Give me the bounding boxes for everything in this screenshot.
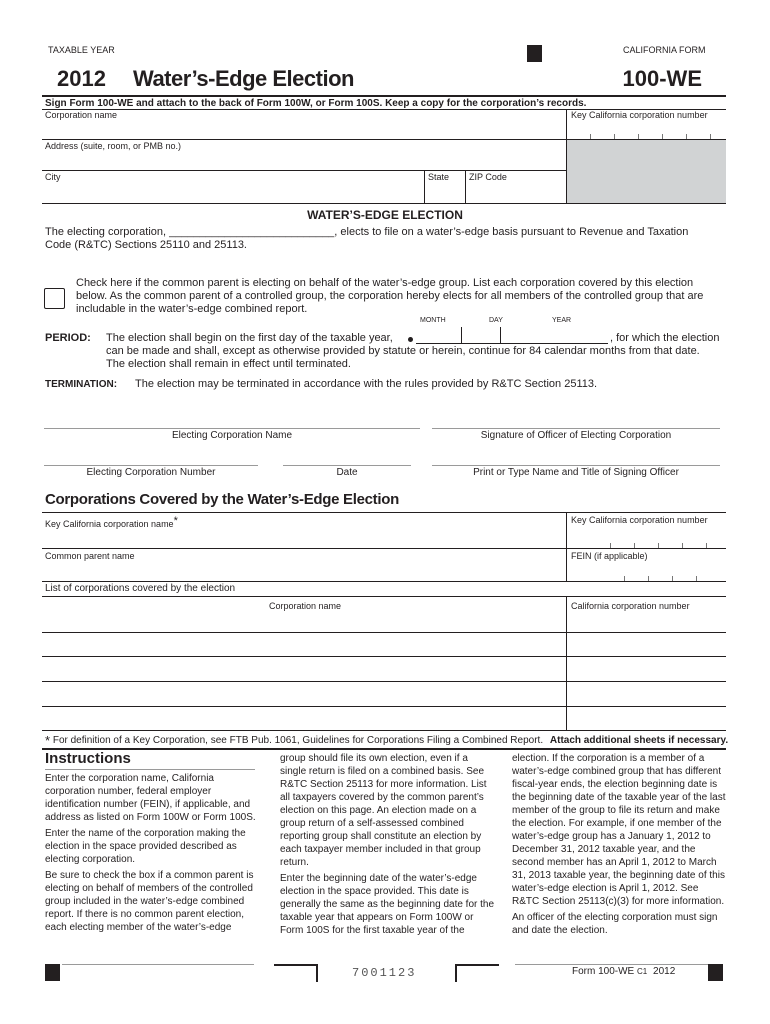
key-corp-number-field[interactable] [571, 122, 723, 136]
common-parent-field[interactable] [45, 563, 563, 579]
registration-mark [527, 45, 542, 62]
corp-name-column: Corporation name [268, 601, 342, 611]
officer-signature-label: Signature of Officer of Electing Corporation [480, 430, 672, 441]
footer-mark-left [45, 964, 60, 981]
electing-corp-number-field[interactable] [44, 449, 258, 464]
barcode-number: 7001123 [352, 966, 417, 980]
instructions-column-1: Enter the corporation name, California corporation number, federal employer identification number (FEIN), if applicable, and address as listed on Form 100W or Form 100S. Enter the name of the corporation making the election in the space provided described as electing corporation. Be sure to check the box if a common parent is electing on behalf of members of the controlled group included in the water’s-edge combined report. If there is no common parent election, each electing member of the water’s-edge [45, 773, 256, 933]
date-field[interactable] [283, 449, 411, 464]
form-number: 100-WE [622, 66, 702, 91]
covered-corp-row-1[interactable] [45, 613, 563, 631]
election-heading: WATER’S-EDGE ELECTION [307, 208, 463, 222]
key-corp-number-field-2[interactable] [571, 528, 723, 544]
attach-instruction: Sign Form 100-WE and attach to the back of Form 100W, or Form 100S. Keep a copy for the corporation’s records. [45, 98, 587, 109]
period-line1: The election shall begin on the first day of the taxable year, [106, 332, 393, 344]
instructions-heading: Instructions [45, 750, 131, 767]
fein-field[interactable] [571, 563, 723, 579]
shaded-area [567, 140, 726, 203]
check-text-line2: below. As the common parent of a controlled group, the corporation hereby elects for all members of the controlled group that are [76, 290, 704, 302]
ca-corp-number-column: California corporation number [571, 601, 690, 611]
instructions-column-3: election. If the corporation is a member of a water’s-edge combined group that has different fiscal-year ends, the election beginning date is the beginning date of the taxable year of the last member of the group to file its return and make the election. For example, if one member of the water’s-edge group has a January 1, 2012 to December 31, 2012 taxable year, and the second member has an April 1, 2012 to March 31, 2013 taxable year, the beginning date of this water’s-edge election is April 1, 2012. See R&TC Section 25113(c)(3) for more information. An officer of the electing corporation must sign and date the election. [512, 753, 726, 936]
covered-corp-row-4[interactable] [45, 687, 563, 705]
covered-corp-row-3[interactable] [45, 662, 563, 680]
electing-corp-number-label: Electing Corporation Number [86, 467, 216, 478]
covered-heading: Corporations Covered by the Water’s-Edge Election [45, 491, 399, 508]
termination-label: TERMINATION: [45, 379, 118, 390]
corporation-name-field[interactable] [45, 122, 563, 136]
key-corp-number-label: Key California corporation number [571, 110, 708, 120]
fein-label: FEIN (if applicable) [571, 551, 648, 561]
footer-form-label: Form 100-WE C1 2012 [572, 966, 676, 977]
termination-text: The election may be terminated in accordance with the rules provided by R&TC Section 25113. [135, 378, 598, 390]
city-label: City [45, 172, 61, 182]
zip-field[interactable] [468, 184, 564, 200]
electing-corp-name-field[interactable] [44, 412, 420, 428]
form-year: 2012 [57, 66, 106, 91]
day-label: DAY [489, 317, 503, 324]
address-label: Address (suite, room, or PMB no.) [45, 141, 182, 151]
begin-month-field[interactable] [416, 329, 460, 342]
election-text-line2: Code (R&TC) Sections 25110 and 25113. [45, 239, 247, 251]
print-name-field[interactable] [432, 449, 720, 464]
covered-corp-row-5[interactable] [45, 711, 563, 729]
california-form-label: CALIFORNIA FORM [623, 45, 706, 55]
key-corp-number-label-2: Key California corporation number [571, 515, 708, 525]
list-label: List of corporations covered by the election [45, 583, 236, 594]
print-name-label: Print or Type Name and Title of Signing Officer [473, 467, 679, 478]
common-parent-checkbox[interactable] [44, 288, 65, 309]
key-corp-name-field[interactable] [45, 528, 563, 544]
period-line1-end: , for which the election [610, 332, 720, 344]
date-label: Date [336, 467, 358, 478]
election-text-line1: The electing corporation, ___________________________, elects to file on a water’s-edge basis pursuant to Revenue and Taxation [45, 226, 689, 238]
header-rule [42, 95, 726, 97]
check-text-line1: Check here if the common parent is electing on behalf of the water’s-edge group. List each corporation covered by this election [76, 277, 694, 289]
covered-corp-row-2[interactable] [45, 637, 563, 655]
footer-bracket-right [455, 964, 499, 982]
address-field[interactable] [45, 153, 563, 167]
common-parent-label: Common parent name [45, 551, 135, 561]
begin-day-field[interactable] [462, 329, 499, 342]
period-label: PERIOD: [45, 332, 91, 344]
instructions-column-2: group should file its own election, even if a single return is filed on a combined basis. See R&TC Section 25113 for more information. List all taxpayers covered by the common parent’s election on this page. An election made on a group return of a self-assessed combined reporting group shall constitute an election by each taxpayer member included in that group return. Enter the beginning date of the water’s-edge election in the space provided. This date is generally the same as the beginning date for the taxable year that appears on Form 100W or Form 100S for the first taxable year of the [280, 753, 495, 936]
begin-year-field[interactable] [501, 329, 607, 342]
form-title: Water’s-Edge Election [133, 66, 354, 91]
footer-mark-right [708, 964, 723, 981]
zip-label: ZIP Code [469, 172, 507, 182]
electing-corp-name-label: Electing Corporation Name [171, 430, 293, 441]
month-label: MONTH [420, 317, 446, 324]
check-text-line3: includable in the water’s-edge combined report. [76, 303, 308, 315]
taxable-year-label: TAXABLE YEAR [48, 45, 115, 55]
corporation-name-label: Corporation name [45, 110, 118, 120]
state-field[interactable] [427, 184, 462, 200]
state-label: State [428, 172, 450, 182]
city-field[interactable] [45, 184, 421, 200]
officer-signature-field[interactable] [432, 412, 720, 428]
key-corp-name-label: Key California corporation name* [45, 515, 178, 529]
period-line3: The election shall remain in effect until terminated. [106, 358, 351, 370]
period-line2: can be made and shall, except as otherwise provided by statute or herein, continue for 84 calendar months from that date. [106, 345, 700, 357]
footer-bracket-left [274, 964, 318, 982]
footnote: * For definition of a Key Corporation, see FTB Pub. 1061, Guidelines for Corporations Filing a Combined Report. Attach additional sheets if necessary. [45, 733, 729, 748]
year-label: YEAR [552, 317, 572, 324]
